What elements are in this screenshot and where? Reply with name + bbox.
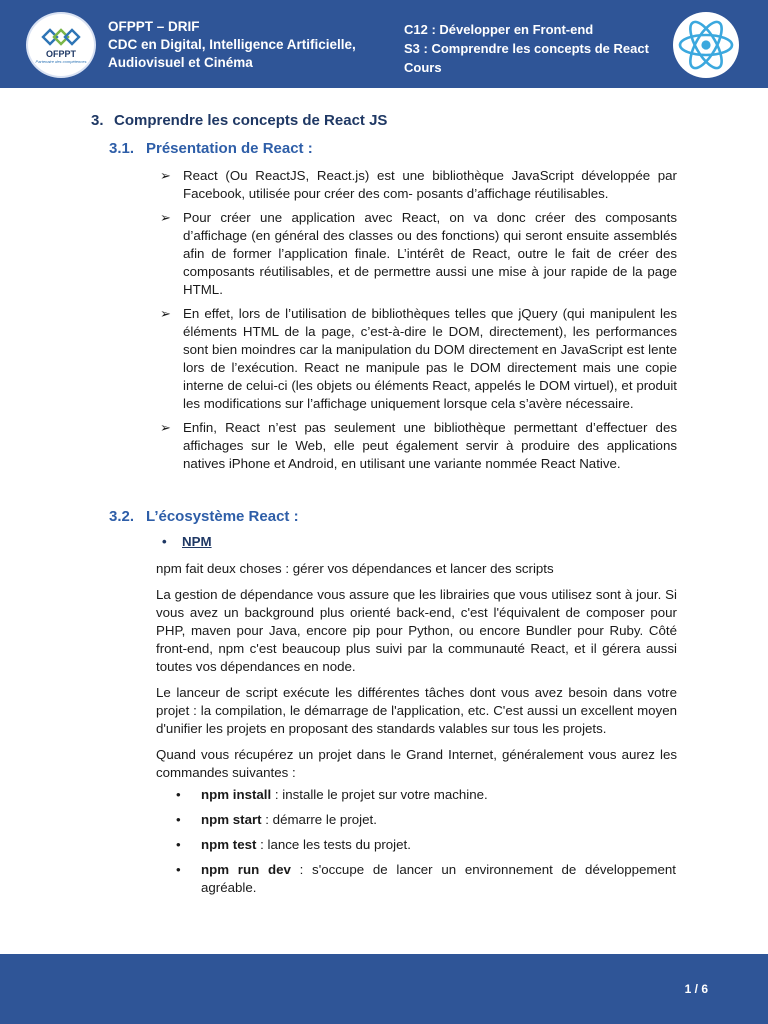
bullet-dot-icon: • (176, 837, 181, 852)
bullet-dot-icon: • (162, 534, 167, 549)
bullet-text: En effet, lors de l’utilisation de bibliothèques telles que jQuery (qui manipulent les éléments HTML de la page, c’est-à-dire le DOM, directement), les performances sont bien moindres car la manipulation du DOM directement en JavaScript est lente lors de l’exécution. React ne manipule pas le DOM directement mais une copie interne de celui-ci (les objets ou éléments React, appelés le DOM virtuel), et produit les modifications sur l’affichage uniquement lorsque cela s’avère nécessaire. (183, 306, 677, 411)
header-right-line: S3 : Comprendre les concepts de React (404, 41, 649, 56)
bullet-dot-icon: • (176, 787, 181, 802)
subsection-number: 3.2. (109, 508, 135, 525)
list-item (160, 167, 677, 203)
list-item (160, 419, 677, 473)
npm-paragraphs (156, 560, 677, 790)
page-header (0, 0, 768, 88)
header-left-line: OFPPT – DRIF (108, 19, 200, 34)
command-name: npm start (201, 812, 262, 827)
arrow-bullet-icon: ➢ (160, 210, 171, 225)
subsection-heading-ecosystem (109, 508, 299, 525)
subsection-heading-presentation (109, 140, 313, 157)
subsection-title: L’écosystème React : (146, 508, 299, 525)
header-right-line: Cours (404, 60, 442, 75)
command-description: : installe le projet sur votre machine. (271, 787, 488, 802)
presentation-bullet-list (160, 167, 677, 479)
section-heading (91, 112, 387, 129)
subsection-number: 3.1. (109, 140, 135, 157)
logo-name: OFPPT (45, 49, 76, 59)
npm-heading (162, 534, 212, 549)
logo-tagline: Partenaire des compétences (35, 59, 87, 64)
header-right-line: C12 : Développer en Front-end (404, 22, 594, 37)
paragraph: Le lanceur de script exécute les différentes tâches dont vous avez besoin dans votre projet : la compilation, le démarrage de l'application, etc. C'est aussi un excellent moyen d'unifier les projets en proposant des standards valables sur tous les projets. (156, 685, 677, 736)
header-institution (108, 18, 398, 72)
list-item (176, 836, 676, 854)
list-item (160, 305, 677, 413)
section-number: 3. (91, 112, 104, 129)
npm-command-list (176, 786, 676, 904)
paragraph: npm fait deux choses : gérer vos dépendances et lancer des scripts (156, 561, 554, 576)
bullet-dot-icon: • (176, 812, 181, 827)
command-description: : s'occupe de lancer un environnement de développement agréable. (201, 862, 676, 895)
page-footer (0, 954, 768, 1024)
list-item (160, 209, 677, 299)
paragraph: Quand vous récupérez un projet dans le Grand Internet, généralement vous aurez les commandes suivantes : (156, 747, 677, 780)
arrow-bullet-icon: ➢ (160, 306, 171, 321)
command-description: : démarre le projet. (261, 812, 377, 827)
ofppt-logo-mark-icon (39, 26, 83, 48)
command-name: npm test (201, 837, 257, 852)
paragraph: La gestion de dépendance vous assure que les librairies que vous utilisez sont à jour. Si vous avez un background plus orienté back-end, c'est l'équivalent de composer pour PHP, maven pour Java, encore pip pour Python, ou encore Bundler pour Ruby. Côté front-end, npm c'est beaucoup plus suivi par la communauté React, et il gérera aussi toutes vos dépendances en node. (156, 587, 677, 674)
command-description: : lance les tests du projet. (256, 837, 411, 852)
bullet-text: Enfin, React n’est pas seulement une bibliothèque permettant d’effectuer des affichages sur le Web, elle peut également servir à produire des applications natives iPhone et Android, en utilisant une variante nommée React Native. (183, 420, 677, 471)
ofppt-logo (26, 12, 96, 78)
section-title: Comprendre les concepts de React JS (114, 112, 388, 129)
list-item (176, 811, 676, 829)
react-atom-icon (673, 12, 739, 78)
subsection-title: Présentation de React : (146, 140, 313, 157)
header-left-line: CDC en Digital, Intelligence Artificielle, (108, 37, 356, 52)
command-name: npm run dev (201, 862, 291, 877)
header-left-line: Audiovisuel et Cinéma (108, 55, 253, 70)
arrow-bullet-icon: ➢ (160, 420, 171, 435)
arrow-bullet-icon: ➢ (160, 168, 171, 183)
command-name: npm install (201, 787, 272, 802)
list-item (176, 786, 676, 804)
npm-link[interactable]: NPM (182, 534, 212, 549)
header-course (404, 20, 669, 77)
bullet-text: React (Ou ReactJS, React.js) est une bibliothèque JavaScript développée par Facebook, utilisée pour créer des com- posants d’affichage réutilisables. (183, 168, 677, 201)
bullet-text: Pour créer une application avec React, on va donc créer des composants d’affichage (en général des classes ou des fonctions) qui seront ensuite assemblés afin de former l’application finale. L’intérêt de React, outre le fait de créer des composants réutilisables, et de permettre aussi une mise à jour rapide de la page HTML. (183, 210, 677, 297)
bullet-dot-icon: • (176, 862, 181, 877)
page-number: 1 / 6 (684, 982, 708, 996)
list-item (176, 861, 676, 897)
